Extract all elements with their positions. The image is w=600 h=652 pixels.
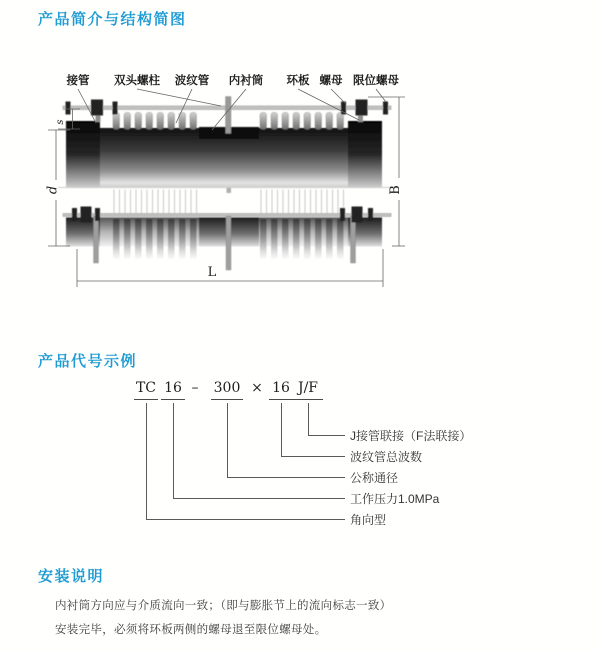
- bellows-fin: [282, 219, 289, 259]
- callout-label-waves: 波纹管总波数: [350, 450, 423, 464]
- install-note-line2: 安装完毕，必须将环板两侧的螺母退至限位螺母处。: [55, 624, 327, 636]
- bellows-rib: [146, 113, 153, 130]
- bellows-fin: [326, 219, 333, 259]
- dim-label-B: B: [388, 185, 403, 195]
- structure-diagram: [40, 65, 440, 300]
- part-label-inner-liner: 内衬筒: [228, 75, 264, 87]
- bellows-fin: [337, 219, 344, 259]
- code-seg-dash: –: [191, 380, 199, 396]
- dim-label-d: d: [45, 185, 61, 195]
- bellows-fin: [179, 219, 186, 259]
- callout-line: [308, 403, 309, 435]
- stud: [351, 216, 356, 263]
- bellows-rib: [337, 113, 344, 130]
- section-heading-install: 安装说明: [38, 568, 105, 585]
- bellows-fin: [146, 219, 153, 259]
- section-heading-code: 产品代号示例: [38, 353, 138, 370]
- part-label-ring-plate: 环板: [286, 75, 310, 87]
- code-seg-waves: 16: [269, 380, 293, 400]
- bellows-fin: [157, 219, 164, 259]
- bellows-rib: [326, 113, 333, 130]
- bellows-fin: [304, 219, 311, 259]
- bellows-fin: [168, 219, 175, 259]
- bellows-fin: [260, 219, 267, 259]
- code-seg-type: TC: [134, 380, 158, 400]
- code-seg-connection: J/F: [293, 380, 323, 400]
- bellows-rib: [260, 113, 267, 130]
- bellows-fin: [124, 219, 131, 259]
- part-label-stud-bolt: 双头螺柱: [114, 75, 160, 87]
- bellows-fin: [190, 219, 197, 259]
- code-seg-times: ×: [251, 380, 263, 396]
- callout-line: [281, 456, 345, 457]
- dim-label-L: L: [207, 265, 217, 280]
- part-label-bellows: 波纹管: [174, 75, 210, 87]
- callout-label-pressure: 工作压力1.0MPa: [350, 492, 440, 506]
- bellows-rib: [124, 113, 131, 130]
- bellows-fin: [135, 219, 142, 259]
- left-pipe: [66, 121, 100, 188]
- code-seg-diameter: 300: [211, 380, 243, 400]
- bellows-rib: [168, 113, 175, 130]
- callout-line: [308, 435, 345, 436]
- callout-line: [281, 403, 282, 456]
- center-rod-reflection: [227, 188, 232, 193]
- install-note-line1: 内衬筒方向应与介质流向一致；（即与膨胀节上的流向标志一致）: [55, 600, 392, 612]
- joint-photo: [58, 97, 399, 271]
- callout-line: [146, 519, 345, 520]
- section-heading-intro: 产品简介与结构简图: [38, 11, 187, 28]
- bellows-rib: [113, 113, 120, 130]
- callout-label-type: 角向型: [350, 513, 387, 527]
- right-pipe: [348, 121, 382, 188]
- callout-line: [173, 498, 345, 499]
- callout-label-diameter: 公称通径: [350, 471, 399, 485]
- bellows-rib: [271, 113, 278, 130]
- code-seg-pressure: 16: [161, 380, 185, 400]
- bellows-fin: [271, 219, 278, 259]
- stud: [94, 216, 99, 263]
- bellows-rib: [190, 113, 197, 130]
- callout-line: [146, 403, 147, 519]
- bellows-rib: [315, 113, 322, 130]
- bellows-fin: [293, 219, 300, 259]
- bellows-rib: [293, 113, 300, 130]
- callout-line: [227, 403, 228, 477]
- part-label-nut: 螺母: [319, 75, 343, 87]
- bellows-rib: [157, 113, 164, 130]
- bellows-fin: [113, 219, 120, 259]
- bellows-rib: [282, 113, 289, 130]
- stud: [226, 216, 231, 270]
- callout-line: [227, 477, 345, 478]
- callout-line: [173, 403, 174, 498]
- callout-label-connection: J接管联接（F法联接）: [350, 429, 472, 443]
- dim-label-s: s: [55, 119, 66, 125]
- reflection-streaks: [114, 190, 344, 214]
- center-rod: [226, 97, 232, 134]
- bellows-rib: [135, 113, 142, 130]
- bellows-fin: [315, 219, 322, 259]
- part-label-limit-nut: 限位螺母: [353, 75, 399, 87]
- part-label-connecting-pipe: 接管: [66, 75, 90, 87]
- bellows-rib: [304, 113, 311, 130]
